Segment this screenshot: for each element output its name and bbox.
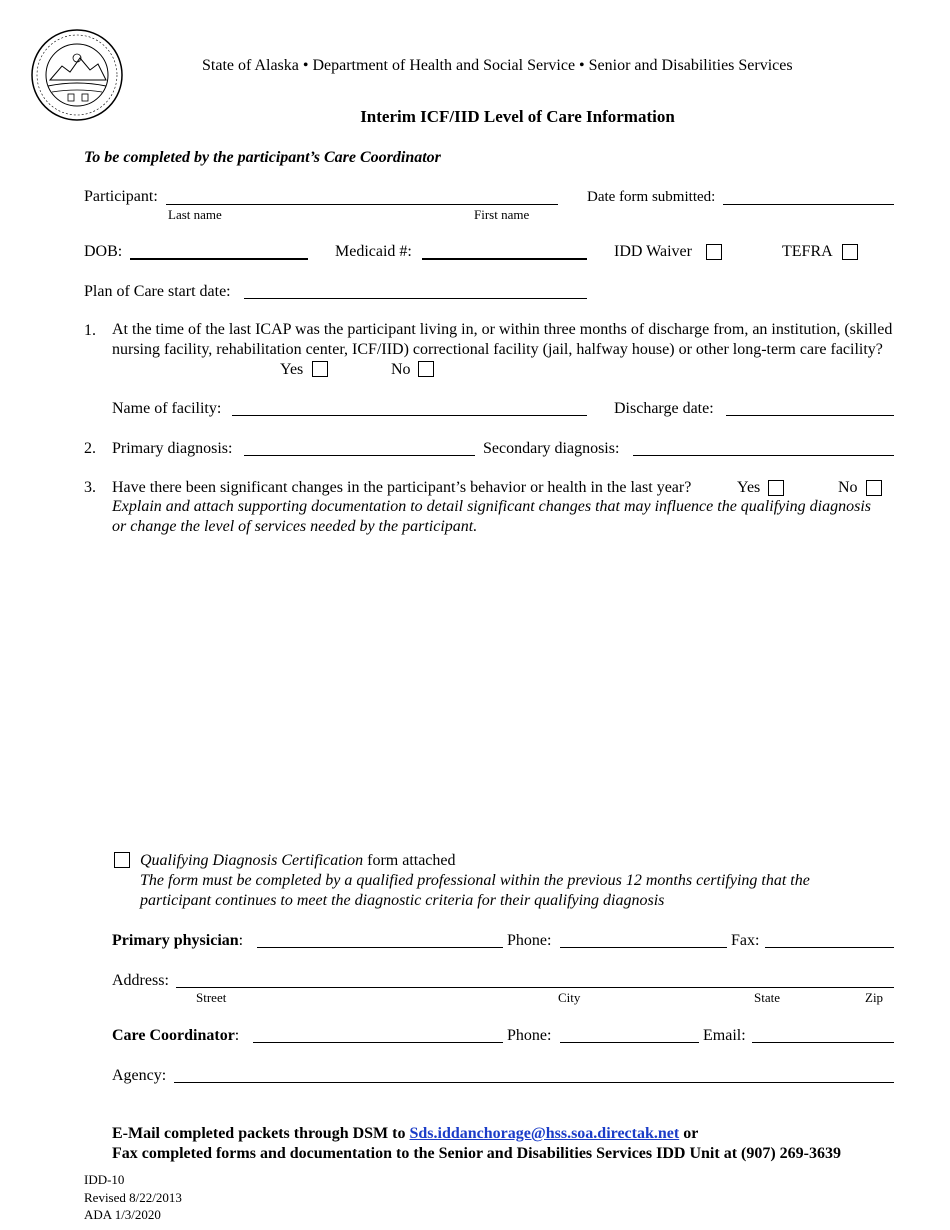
agency-field[interactable]: [174, 1082, 894, 1083]
q1-yes-label: Yes: [280, 361, 304, 378]
ada-date: ADA 1/3/2020: [84, 1207, 161, 1222]
q1-text: At the time of the last ICAP was the participant living in, or within three months of discharge from, an institution, (skilled nursing facility, rehabilitation center, ICF/IID) correctional facility (jail, halfway house) or other long-term care facility?: [112, 321, 893, 358]
coordinator-label: Care Coordinator: [112, 1027, 235, 1044]
email-instruction: [112, 1124, 698, 1143]
physician-phone-field[interactable]: [560, 947, 727, 948]
medicaid-field[interactable]: [422, 258, 587, 260]
facility-name-label: Name of facility:: [112, 400, 222, 417]
physician-label-wrap: [112, 931, 243, 950]
secondary-diagnosis-field[interactable]: [633, 455, 894, 456]
coordinator-label-wrap: [112, 1026, 239, 1045]
dob-label: DOB:: [84, 243, 123, 260]
plan-start-field[interactable]: [244, 298, 587, 299]
revised-date: Revised 8/22/2013: [84, 1190, 182, 1205]
street-caption: Street: [196, 990, 227, 1005]
email-link[interactable]: Sds.iddanchorage@hss.soa.directak.net: [409, 1125, 680, 1142]
physician-phone-label: Phone:: [507, 932, 552, 949]
coordinator-email-field[interactable]: [752, 1042, 894, 1043]
physician-name-field[interactable]: [257, 947, 503, 948]
agency-line: State of Alaska • Department of Health and Social Service • Senior and Disabilities Services: [202, 57, 793, 74]
coordinator-name-field[interactable]: [253, 1042, 503, 1043]
primary-diagnosis-label: Primary diagnosis:: [112, 440, 233, 457]
zip-caption: Zip: [865, 990, 884, 1005]
medicaid-label: Medicaid #:: [335, 243, 412, 260]
form-id: IDD-10: [84, 1172, 125, 1187]
q3-explain-text: Explain and attach supporting documentation to detail significant changes that may influence the qualifying diagnosis or change the level of services needed by the participant.: [112, 498, 872, 535]
tefra-checkbox[interactable]: [842, 244, 858, 260]
date-submitted-label: Date form submitted:: [587, 189, 716, 205]
idd-waiver-label: IDD Waiver: [614, 243, 692, 260]
coordinator-phone-field[interactable]: [560, 1042, 699, 1043]
state-caption: State: [754, 990, 780, 1005]
discharge-date-field[interactable]: [726, 415, 894, 416]
q3-yes-checkbox[interactable]: [768, 480, 784, 496]
q3-number: 3.: [84, 479, 96, 496]
q1-no-checkbox[interactable]: [418, 361, 434, 377]
address-label: Address:: [112, 972, 169, 989]
first-name-caption: First name: [474, 207, 530, 222]
city-caption: City: [558, 990, 581, 1005]
secondary-diagnosis-label: Secondary diagnosis:: [483, 440, 620, 457]
address-field[interactable]: [176, 987, 894, 988]
coordinator-colon: :: [234, 1027, 240, 1044]
facility-name-field[interactable]: [232, 415, 587, 416]
physician-colon: :: [238, 932, 244, 949]
participant-name-field[interactable]: [166, 204, 558, 205]
physician-label: Primary physician: [112, 932, 239, 949]
date-submitted-field[interactable]: [723, 204, 894, 205]
q3-text: Have there been significant changes in the participant’s behavior or health in the last year?: [112, 479, 692, 496]
q1-number: 1.: [84, 322, 96, 339]
q1-no-label: No: [391, 361, 411, 378]
tefra-label: TEFRA: [782, 243, 833, 260]
form-title: Interim ICF/IID Level of Care Information: [360, 107, 675, 126]
q3-no-label: No: [838, 479, 858, 496]
certification-checkbox[interactable]: [114, 852, 130, 868]
idd-waiver-checkbox[interactable]: [706, 244, 722, 260]
last-name-caption: Last name: [168, 207, 222, 222]
coordinator-email-label: Email:: [703, 1027, 746, 1044]
fax-instruction: Fax completed forms and documentation to the Senior and Disabilities Services IDD Unit at (907) 269-3639: [112, 1145, 842, 1162]
q3-yes-label: Yes: [737, 479, 761, 496]
participant-label: Participant:: [84, 188, 158, 205]
q3-no-checkbox[interactable]: [866, 480, 882, 496]
primary-diagnosis-field[interactable]: [244, 455, 475, 456]
q1-yes-checkbox[interactable]: [312, 361, 328, 377]
dob-field[interactable]: [130, 258, 308, 260]
instruction-text: To be completed by the participant’s Care Coordinator: [84, 149, 441, 166]
q2-number: 2.: [84, 440, 96, 457]
discharge-date-label: Discharge date:: [614, 400, 714, 417]
physician-fax-field[interactable]: [765, 947, 894, 948]
coordinator-phone-label: Phone:: [507, 1027, 552, 1044]
physician-fax-label: Fax:: [731, 932, 760, 949]
plan-start-label: Plan of Care start date:: [84, 283, 231, 300]
email-prefix: E-Mail completed packets through DSM to: [112, 1125, 410, 1142]
certification-line: [140, 851, 456, 870]
certification-note: The form must be completed by a qualified professional within the previous 12 months certifying that the participant continues to meet the diagnostic criteria for their qualifying diagnosis: [140, 872, 810, 909]
agency-label: Agency:: [112, 1067, 167, 1084]
certification-form-name: Qualifying Diagnosis Certification: [140, 852, 364, 869]
email-suffix: or: [679, 1125, 699, 1142]
certification-form-suffix: form attached: [363, 852, 456, 869]
